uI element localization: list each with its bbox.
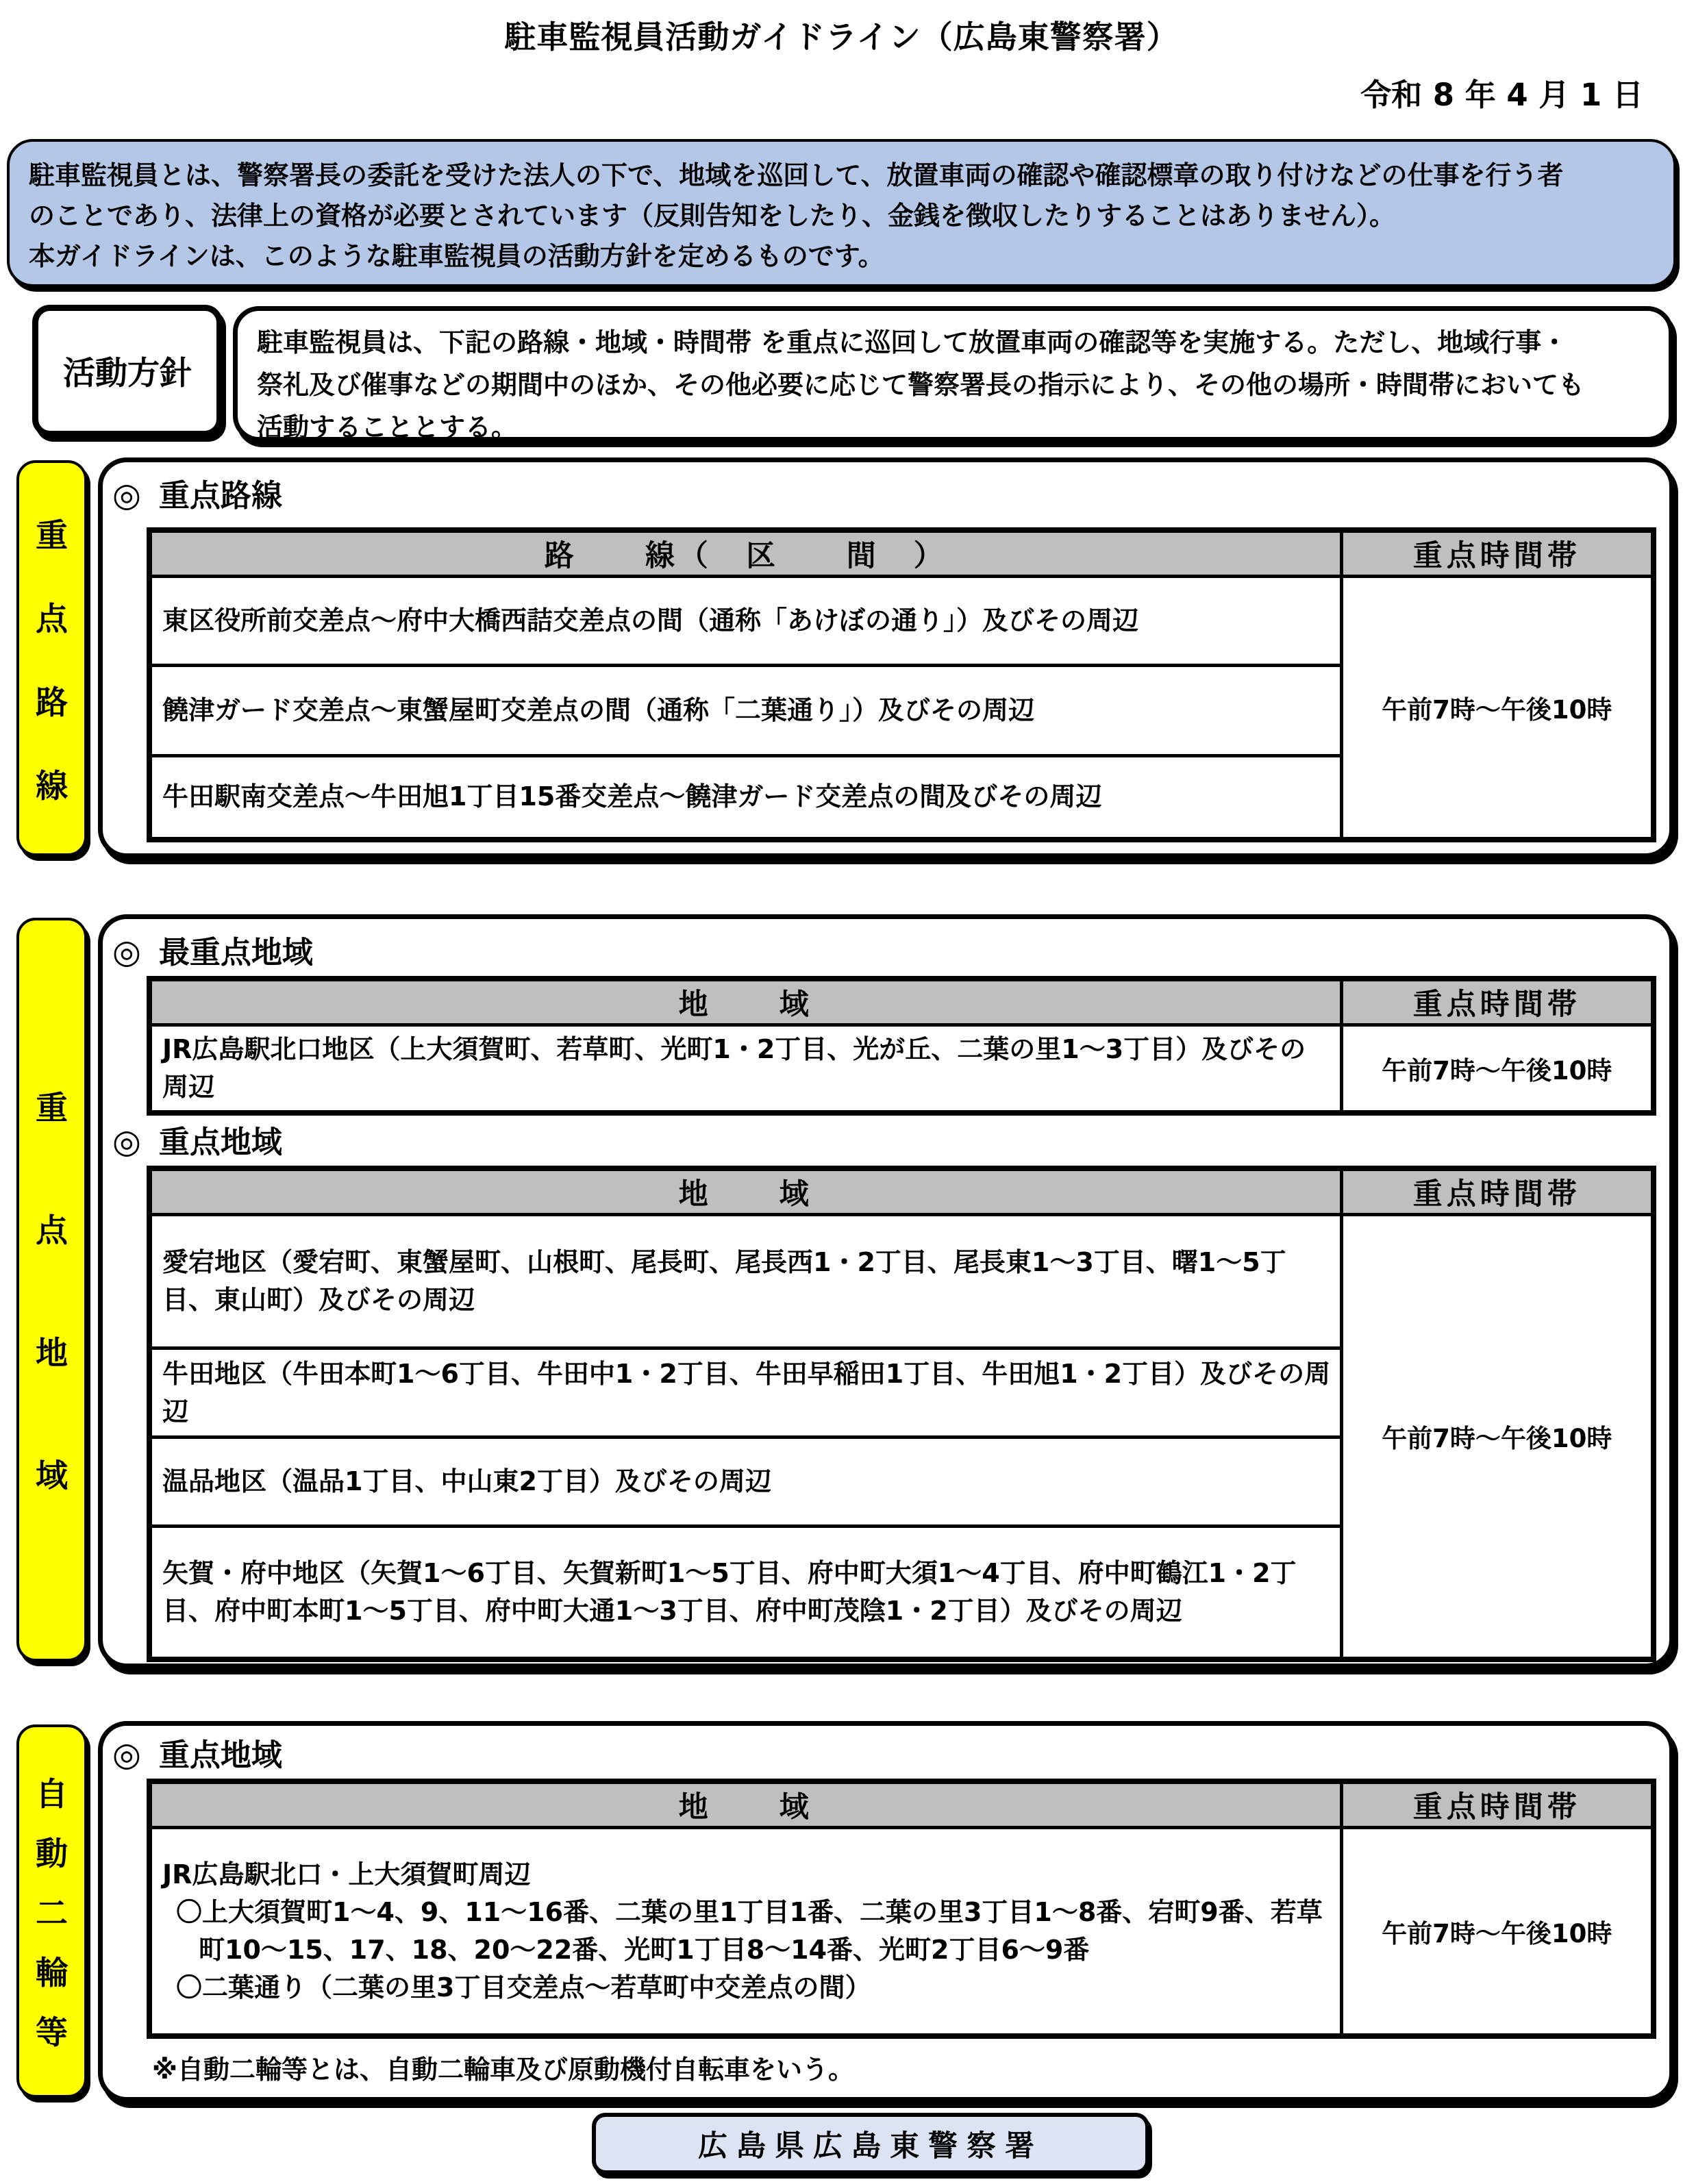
sidebar-priority-routes (16, 460, 87, 856)
area-line: JR広島駅北口・上大須賀町周辺 (162, 1859, 531, 1890)
table-row (149, 577, 1654, 666)
section-heading-text: 重点地域 (158, 1737, 282, 1773)
column-header-area: 地 域 (149, 1168, 1341, 1215)
double-circle-icon: ◎ (112, 1735, 141, 1774)
route-cell: 牛田駅南交差点～牛田旭1丁目15番交差点～饒津ガード交差点の間及びその周辺 (149, 756, 1341, 840)
double-circle-icon: ◎ (112, 1122, 141, 1161)
top-priority-area-table (147, 976, 1656, 1116)
motorcycle-definition-note: ※自動二輪等とは、自動二輪車及び原動機付自転車をいう。 (152, 2054, 854, 2085)
priority-area-table (147, 1166, 1656, 1662)
time-cell: 午前7時～午後10時 (1341, 577, 1654, 840)
document-date: 令和 8 年 4 月 1 日 (1360, 77, 1643, 113)
sidebar-char: 線 (36, 767, 68, 805)
policy-label-box (32, 305, 223, 437)
priority-routes-table (147, 527, 1656, 842)
column-header-time: 重点時間帯 (1341, 979, 1654, 1025)
sidebar-char: 点 (36, 1212, 68, 1250)
table-header-row (149, 530, 1654, 577)
table-row (149, 1215, 1654, 1348)
sidebar-char: 輪 (36, 1955, 68, 1992)
area-cell: JR広島駅北口地区（上大須賀町、若草町、光町1・2丁目、光が丘、二葉の里1～3丁目）及びその周辺 (149, 1025, 1341, 1114)
page-title: 駐車監視員活動ガイドライン（広島東警察署） (504, 18, 1179, 55)
intro-line: 本ガイドラインは、このような駐車監視員の活動方針を定めるものです。 (29, 241, 884, 271)
sidebar-motorcycles (16, 1724, 87, 2098)
column-header-time: 重点時間帯 (1341, 1168, 1654, 1215)
area-cell: 温品地区（温品1丁目、中山東2丁目）及びその周辺 (149, 1438, 1341, 1527)
section-heading (112, 476, 1669, 514)
double-circle-icon: ◎ (112, 933, 141, 971)
policy-line: 祭礼及び催事などの期間中のほか、その他必要に応じて警察署長の指示により、その他の場所・時間帯においても (257, 370, 1585, 400)
table-row (149, 1828, 1654, 2036)
intro-line: 駐車監視員とは、警察署長の委託を受けた法人の下で、地域を巡回して、放置車両の確認や確認標章の取り付けなどの仕事を行う者 (29, 160, 1564, 190)
section-heading (112, 933, 1669, 971)
sidebar-char: 動 (36, 1835, 68, 1873)
section-heading-text: 重点地域 (158, 1124, 282, 1160)
intro-callout (7, 139, 1676, 287)
route-cell: 饒津ガード交差点～東蟹屋町交差点の間（通称「二葉通り」）及びその周辺 (149, 666, 1341, 756)
intro-line: のことであり、法律上の資格が必要とされています（反則告知をしたり、金銭を徴収したりすることはありません）。 (29, 201, 1396, 231)
sidebar-char: 域 (36, 1457, 68, 1495)
panel-priority-areas (98, 914, 1674, 1668)
double-circle-icon: ◎ (112, 476, 141, 514)
time-cell: 午前7時～午後10時 (1341, 1828, 1654, 2036)
area-cell: 矢賀・府中地区（矢賀1～6丁目、矢賀新町1～5丁目、府中町大須1～4丁目、府中町鶴江1・2丁目、府中町本町1～5丁目、府中町大通1～3丁目、府中町茂陰1・2丁目）及びその周辺 (149, 1527, 1341, 1659)
sidebar-char: 等 (36, 2014, 68, 2052)
table-header-row (149, 979, 1654, 1025)
table-header-row (149, 1168, 1654, 1215)
section-heading (112, 1735, 1669, 1774)
column-header-time: 重点時間帯 (1341, 1781, 1654, 1828)
area-cell: 愛宕地区（愛宕町、東蟹屋町、山根町、尾長町、尾長西1・2丁目、尾長東1～3丁目、曙1～5丁目、東山町）及びその周辺 (149, 1215, 1341, 1348)
sidebar-char: 地 (36, 1335, 68, 1372)
sidebar-priority-areas (16, 918, 87, 1661)
issuer-name: 広島県広島東警察署 (698, 2129, 1043, 2163)
column-header-route: 路 線（ 区 間 ） (149, 530, 1341, 577)
panel-motorcycles (98, 1721, 1674, 2102)
column-header-time: 重点時間帯 (1341, 530, 1654, 577)
sidebar-char: 二 (36, 1895, 68, 1933)
policy-line: 駐車監視員は、下記の路線・地域・時間帯 を重点に巡回して放置車両の確認等を実施する。ただし、地域行事・ (257, 327, 1568, 357)
panel-priority-routes (98, 457, 1674, 858)
time-cell: 午前7時～午後10時 (1341, 1215, 1654, 1659)
issuer-box (592, 2113, 1149, 2174)
section-heading-text: 重点路線 (158, 477, 282, 514)
policy-line: 活動することとする。 (257, 412, 518, 442)
sidebar-char: 路 (36, 683, 68, 722)
sidebar-char: 自 (36, 1776, 68, 1813)
area-line: 〇上大須賀町1～4、9、11～16番、二葉の里1丁目1番、二葉の里3丁目1～8番、宕町9番、若草町10～15、17、18、20～22番、光町1丁目8～14番、光町2丁目6～9番 (176, 1896, 1323, 1965)
sidebar-char: 点 (36, 600, 68, 638)
motorcycle-area-table (147, 1779, 1656, 2039)
area-line: 〇二葉通り（二葉の里3丁目交差点～若草町中交差点の間） (176, 1972, 871, 2003)
section-heading-text: 最重点地域 (158, 934, 313, 970)
column-header-area: 地 域 (149, 1781, 1341, 1828)
table-header-row (149, 1781, 1654, 1828)
table-row (149, 1025, 1654, 1114)
column-header-area: 地 域 (149, 979, 1341, 1025)
time-cell: 午前7時～午後10時 (1341, 1025, 1654, 1114)
section-heading (112, 1122, 1669, 1161)
area-cell (149, 1828, 1341, 2036)
area-cell: 牛田地区（牛田本町1～6丁目、牛田中1・2丁目、牛田早稲田1丁目、牛田旭1・2丁目）及びその周辺 (149, 1348, 1341, 1438)
sidebar-char: 重 (36, 1090, 68, 1127)
route-cell: 東区役所前交差点～府中大橋西詰交差点の間（通称「あけぼの通り」）及びその周辺 (149, 577, 1341, 666)
policy-statement-box (233, 306, 1673, 442)
policy-label-text: 活動方針 (63, 355, 192, 392)
sidebar-char: 重 (36, 516, 68, 555)
